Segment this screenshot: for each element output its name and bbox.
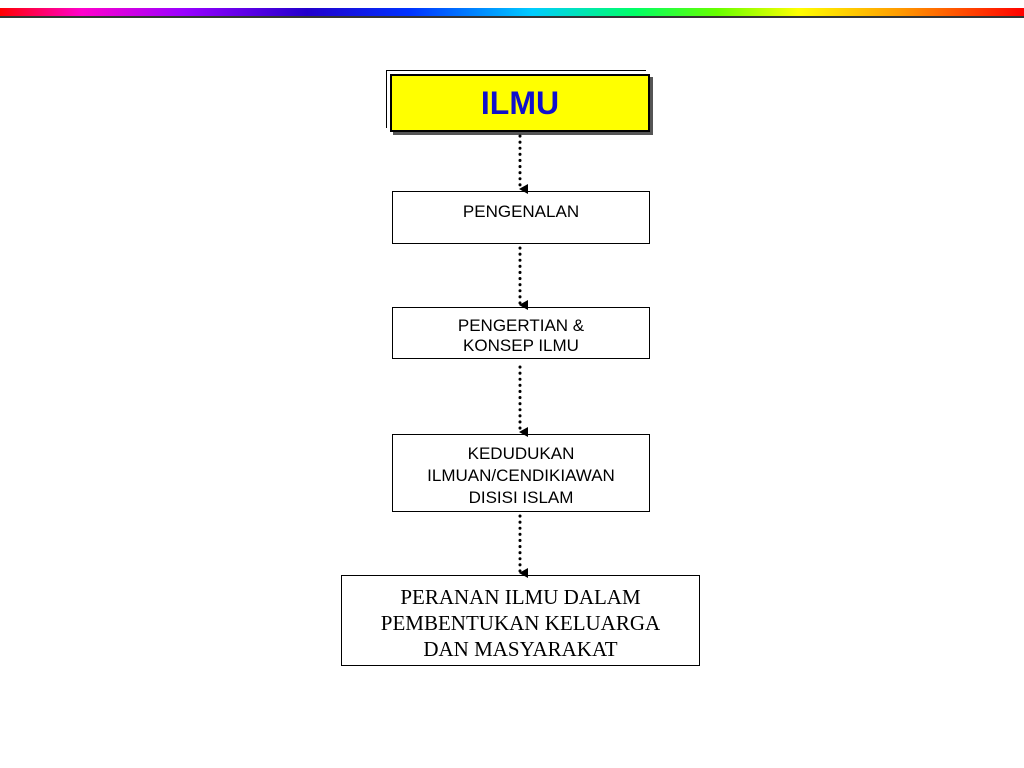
node-peranan-ilmu bbox=[341, 575, 700, 666]
title-box bbox=[390, 74, 650, 132]
node-peranan-ilmu-label: PERANAN ILMU DALAM PEMBENTUKAN KELUARGA DAN MASYARAKAT bbox=[380, 585, 661, 661]
node-pengertian-konsep bbox=[392, 307, 650, 359]
rainbow-header-bar bbox=[0, 8, 1024, 16]
node-kedudukan-ilmuan-label: KEDUDUKAN ILMUAN/CENDIKIAWAN DISISI ISLAM bbox=[427, 444, 615, 507]
node-pengenalan-label: PENGENALAN bbox=[462, 202, 580, 221]
title-text: ILMU bbox=[480, 84, 560, 121]
node-pengenalan bbox=[392, 191, 650, 244]
header-divider-line bbox=[0, 16, 1024, 18]
node-kedudukan-ilmuan bbox=[392, 434, 650, 512]
node-pengertian-konsep-label: PENGERTIAN & KONSEP ILMU bbox=[457, 316, 585, 355]
